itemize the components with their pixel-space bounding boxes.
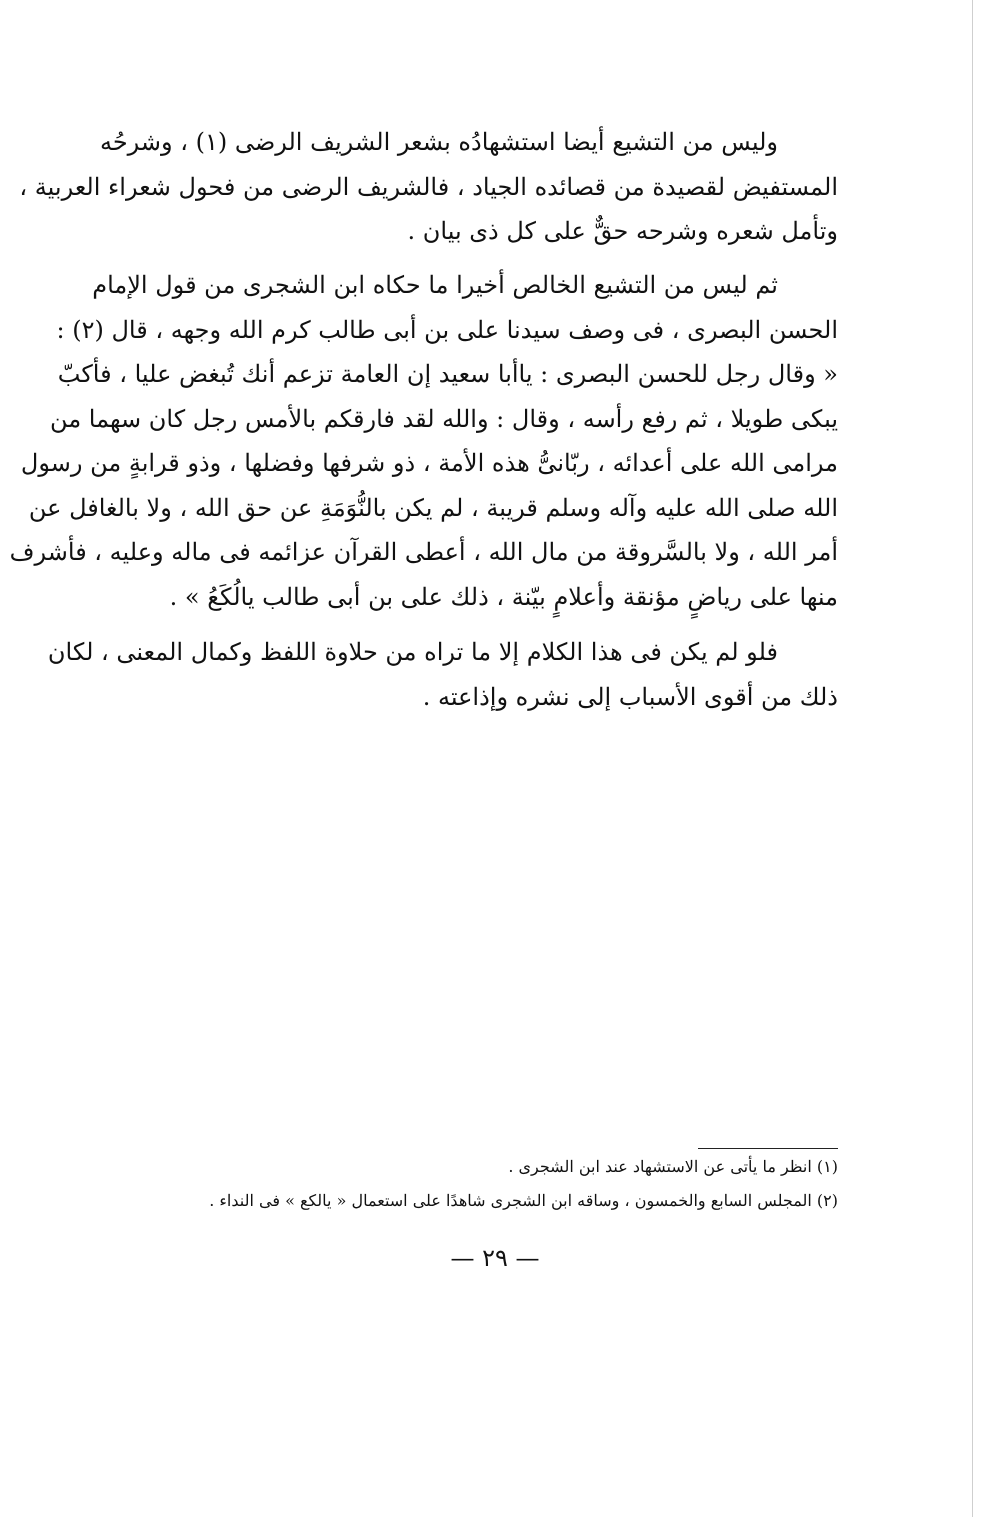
- paragraph-2-line-3: « وقال رجل للحسن البصرى : ياأبا سعيد إن العامة تزعم أنك تُبغض عليا ، فأكبّ: [57, 360, 838, 388]
- footnotes: [138, 1150, 838, 1218]
- paragraph-1: [19, 120, 838, 254]
- paragraph-3-line-2: ذلك من أقوى الأسباب إلى نشره وإذاعته .: [422, 682, 838, 711]
- paragraph-2-line-1: ثم ليس من التشيع الخالص أخيرا ما حكاه ابن الشجرى من قول الإمام: [92, 271, 778, 299]
- paragraph-2: [9, 263, 838, 619]
- paragraph-2-line-6: الله صلى الله عليه وآله وسلم قريبة ، لم يكن بالنُّوَمَةِ عن حق الله ، ولا بالغافل عن: [28, 493, 838, 522]
- paragraph-1-line-1: وليس من التشيع أيضا استشهادُه بشعر الشريف الرضى (١) ، وشرحُه: [99, 128, 778, 156]
- paragraph-3-line-1: فلو لم يكن فى هذا الكلام إلا ما تراه من حلاوة اللفظ وكمال المعنى ، لكان: [47, 638, 778, 666]
- page-edge-line: [972, 0, 973, 1517]
- page-number: — ٢٩ —: [450, 1244, 540, 1272]
- paragraph-2-line-2: الحسن البصرى ، فى وصف سيدنا على بن أبى طالب كرم الله وجهه ، قال (٢) :: [56, 315, 838, 344]
- footnote-1: (١) انظر ما يأتى عن الاستشهاد عند ابن الشجرى .: [508, 1157, 838, 1176]
- paragraph-2-line-4: يبكى طويلا ، ثم رفع رأسه ، وقال : والله لقد فارقكم بالأمس رجل كان سهما من: [50, 404, 838, 433]
- footnote-2: (٢) المجلس السابع والخمسون ، وساقه ابن الشجرى شاهدًا على استعمال « يالكع » فى النداء .: [209, 1191, 838, 1210]
- paragraph-2-line-8: منها على رياضٍ مؤنقة وأعلامٍ بيّنة ، ذلك على بن أبى طالب يالُكَعُ » .: [169, 582, 838, 611]
- paragraph-1-line-2: المستفيض لقصيدة من قصائده الجياد ، فالشريف الرضى من فحول شعراء العربية ،: [19, 172, 838, 201]
- paragraph-2-line-5: مرامى الله على أعدائه ، ربّانىُّ هذه الأمة ، ذو شرفها وفضلها ، وذو قرابةٍ من رسول: [20, 449, 838, 477]
- paragraph-2-line-7: أمر الله ، ولا بالسَّروقة من مال الله ، أعطى القرآن عزائمه فى ماله وعليه ، فأشرف: [9, 538, 838, 566]
- footnote-separator: [698, 1148, 838, 1149]
- paragraph-1-line-3: وتأمل شعره وشرحه حقٌّ على كل ذى بيان .: [407, 217, 838, 245]
- paragraph-3: [47, 630, 838, 719]
